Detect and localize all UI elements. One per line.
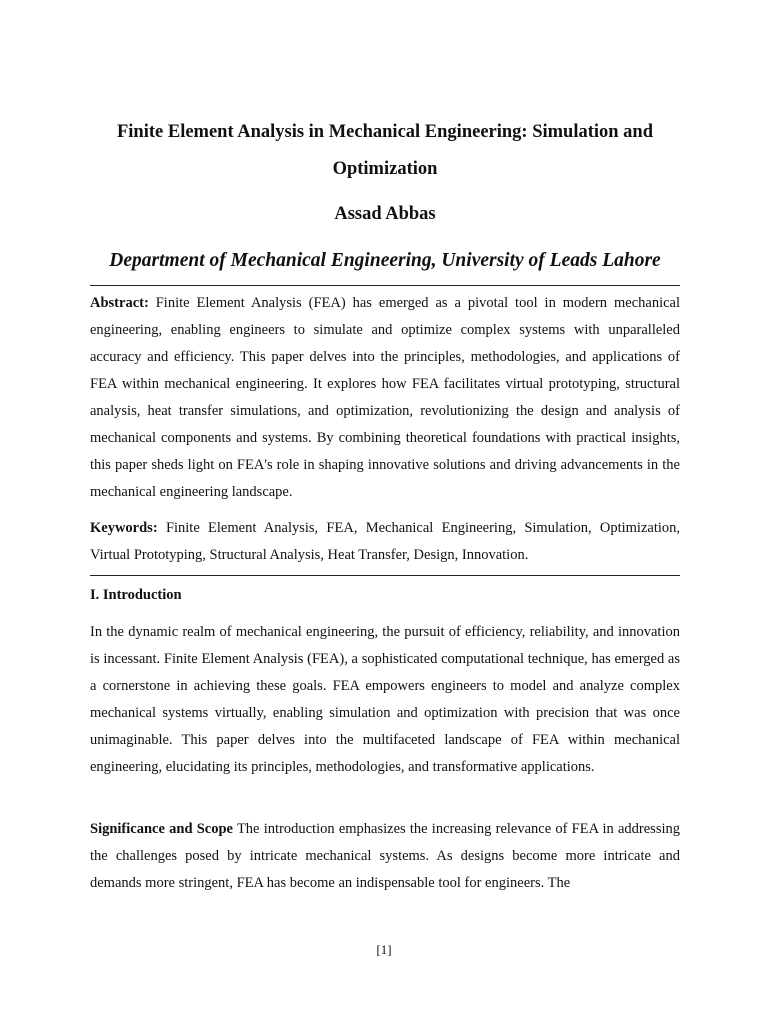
abstract-label: Abstract: [90, 295, 149, 311]
significance-label: Significance and Scope [90, 821, 233, 837]
abstract-paragraph [90, 290, 680, 506]
page-number: [1] [376, 942, 392, 957]
significance-paragraph [90, 816, 680, 897]
paper-author: Assad Abbas [334, 204, 436, 224]
abstract-top-divider [90, 285, 680, 286]
keywords-paragraph [90, 515, 680, 569]
keywords-label: Keywords: [90, 520, 158, 536]
introduction-heading: I. Introduction [90, 587, 182, 603]
keywords-bottom-divider [90, 575, 680, 576]
introduction-paragraph: In the dynamic realm of mechanical engineering, the pursuit of efficiency, reliability, and innovation is incessant. Finite Element Analysis (FEA), a sophisticated computational technique, has emerged as a cornerstone in achieving these goals. FEA empowers engineers to model and analyze complex mechanical systems virtually, enabling simulation and optimization with precision that was once unimaginable. This paper delves into the multifaceted landscape of FEA within mechanical engineering, elucidating its principles, methodologies, and transformative applications. [90, 624, 680, 775]
paper-affiliation: Department of Mechanical Engineering, University of Leads Lahore [109, 250, 661, 271]
paper-title: Finite Element Analysis in Mechanical Engineering: Simulation and Optimization [116, 122, 654, 179]
abstract-text: Finite Element Analysis (FEA) has emerged as a pivotal tool in modern mechanical engineering, enabling engineers to simulate and optimize complex systems with unparalleled accuracy and efficiency. This paper delves into the principles, methodologies, and applications of FEA within mechanical engineering. It explores how FEA facilitates virtual prototyping, structural analysis, heat transfer simulations, and optimization, revolutionizing the design and analysis of mechanical components and systems. By combining theoretical foundations with practical insights, this paper sheds light on FEA's role in shaping innovative solutions and driving advancements in the mechanical engineering landscape. [90, 295, 681, 500]
keywords-text: Finite Element Analysis, FEA, Mechanical Engineering, Simulation, Optimization, Virtual Prototyping, Structural Analysis, Heat Transfer, Design, Innovation. [90, 520, 680, 563]
significance-text: The introduction emphasizes the increasing relevance of FEA in addressing the challenges posed by intricate mechanical systems. As designs become more intricate and demands more stringent, FEA has become an indispensable tool for engineers. The [90, 821, 680, 891]
